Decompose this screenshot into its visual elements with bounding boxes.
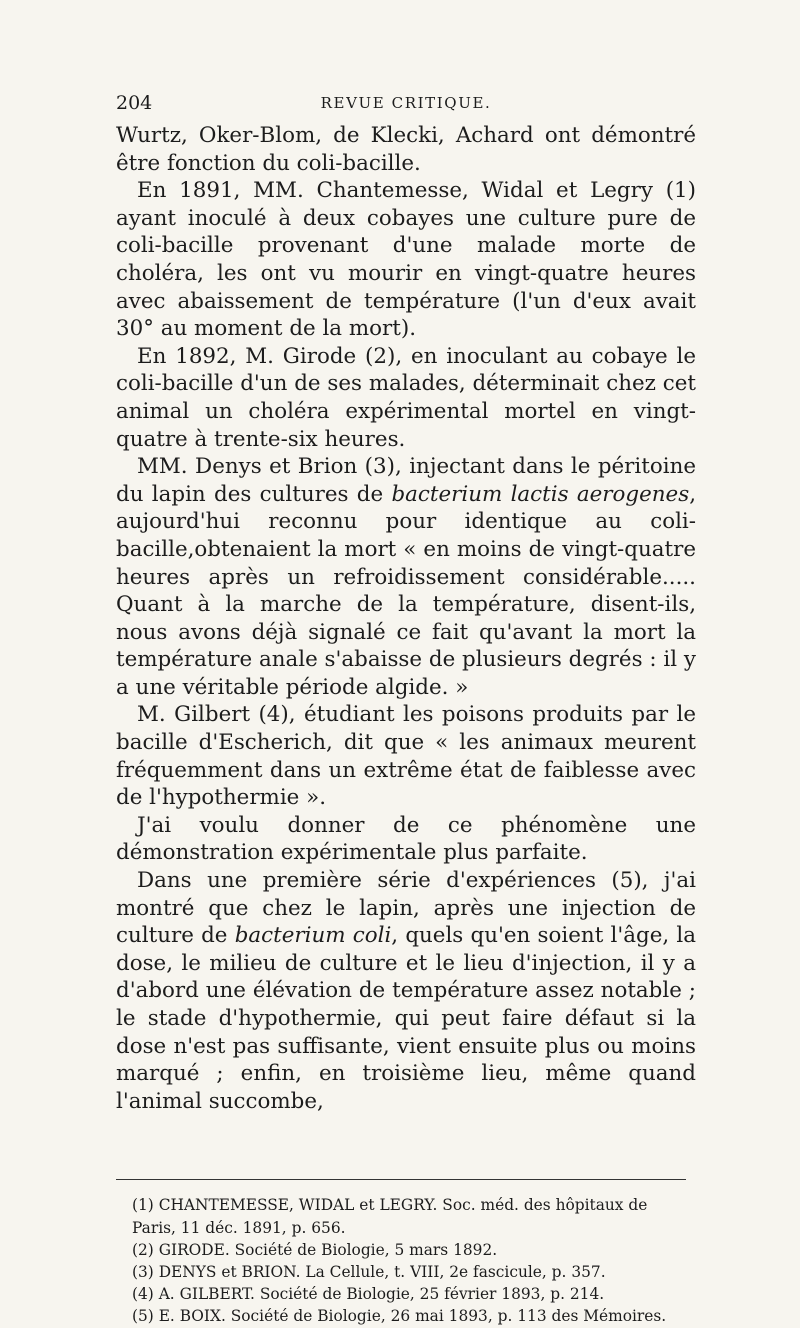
paragraph-7 bbox=[116, 867, 696, 1115]
footnote-2: (2) GIRODE. Société de Biologie, 5 mars 1892. bbox=[132, 1240, 498, 1259]
paragraph-1: Wurtz, Oker-Blom, de Klecki, Achard ont démontré être fonction du coli-bacille. bbox=[116, 123, 696, 176]
paragraph-6: J'ai voulu donner de ce phénomène une démonstration expérimentale plus parfaite. bbox=[116, 812, 696, 866]
footnote-divider bbox=[116, 1179, 686, 1180]
page bbox=[116, 92, 696, 1328]
p7-text-before: Dans une première série d'expériences (5), j'ai montré que chez le lapin, après une injection de culture de bbox=[116, 868, 696, 949]
page-number: 204 bbox=[116, 92, 153, 114]
paragraph-2: En 1891, MM. Chantemesse, Widal et Legry (1) ayant inoculé à deux cobayes une culture pure de coli-bacille provenant d'une malade morte de choléra, les ont vu mourir en vingt-quatre heures avec abaissement de température (l'un d'eux avait 30° au moment de la mort). bbox=[116, 178, 696, 342]
paragraph-5: M. Gilbert (4), étudiant les poisons produits par le bacille d'Escherich, dit que « les animaux meurent fréquemment dans un extrême état de faiblesse avec de l'hypothermie ». bbox=[116, 702, 696, 811]
running-header bbox=[116, 92, 696, 122]
footnote-5: (5) E. BOIX. Société de Biologie, 26 mai 1893, p. 113 des Mémoires. bbox=[132, 1307, 667, 1326]
body-text bbox=[116, 122, 696, 1115]
running-title: REVUE CRITIQUE. bbox=[320, 94, 492, 112]
footnotes bbox=[116, 1194, 696, 1327]
footnote-4: (4) A. GILBERT. Société de Biologie, 25 février 1893, p. 214. bbox=[132, 1285, 605, 1304]
footnote-1: (1) CHANTEMESSE, WIDAL et LEGRY. Soc. méd. des hôpitaux de Paris, 11 déc. 1891, p. 656. bbox=[132, 1196, 648, 1237]
p4-text-before: MM. Denys et Brion (3), injectant dans le péritoine du lapin des cultures de bbox=[116, 454, 696, 507]
p4-text-after: , aujourd'hui reconnu pour identique au coli-bacille,obtenaient la mort « en moins de vingt-quatre heures après un refroidissement considérable..... Quant à la marche de la température, disent-ils, nous avons déjà signalé ce fait qu'avant la mort la température anale s'abaisse de plusieurs degrés : il y a une véritable période algide. » bbox=[116, 481, 696, 700]
p7-italic-term: bacterium coli bbox=[234, 923, 392, 949]
p4-italic-term: bacterium lactis aerogenes bbox=[391, 481, 690, 507]
p7-text-after: , quels qu'en soient l'âge, la dose, le milieu de culture et le lieu d'injection, il y a d'abord une élévation de température assez notable ; le stade d'hypothermie, qui peut faire défaut si la dose n'est pas suffisante, vient ensuite plus ou moins marqué ; enfin, en troisième lieu, même quand l'animal succombe, bbox=[116, 923, 696, 1114]
paragraph-4 bbox=[116, 453, 696, 701]
footnote-3: (3) DENYS et BRION. La Cellule, t. VIII, 2e fascicule, p. 357. bbox=[132, 1262, 606, 1281]
paragraph-3: En 1892, M. Girode (2), en inoculant au cobaye le coli-bacille d'un de ses malades, déterminait chez cet animal un choléra expérimental mortel en vingt-quatre à trente-six heures. bbox=[116, 343, 696, 452]
